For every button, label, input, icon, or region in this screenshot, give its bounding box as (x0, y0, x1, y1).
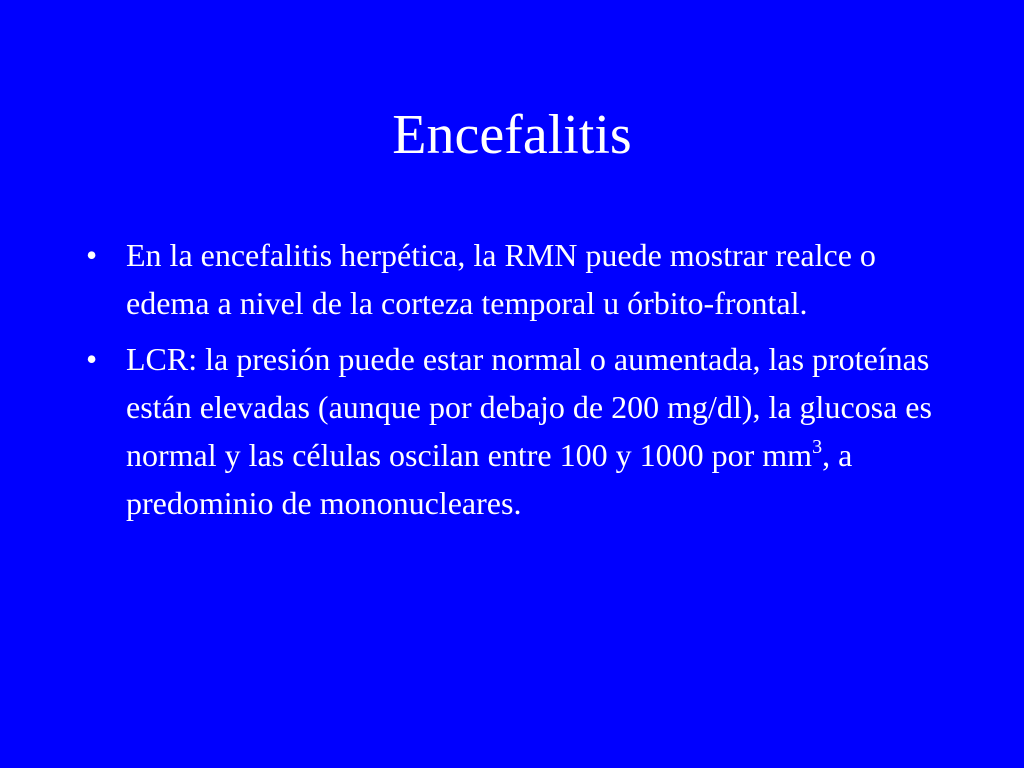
bullet-text: En la encefalitis herpética, la RMN puede mostrar realce o edema a nivel de la corteza temporal u órbito-frontal. (126, 237, 876, 321)
bullet-text: LCR: la presión puede estar normal o aumentada, las proteínas están elevadas (aunque por debajo de 200 mg/dl), la glucosa es normal y las células oscilan entre 100 y 1000 por mm (126, 341, 932, 473)
bullet-item-encefalitis-herpetica (80, 231, 960, 327)
bullet-icon: • (86, 341, 98, 377)
bullet-list (80, 231, 960, 535)
bullet-icon: • (86, 237, 98, 273)
bullet-text-continuation: , a predominio de mononucleares. (126, 437, 853, 521)
superscript-exponent: 3 (812, 436, 823, 458)
bullet-item-lcr (80, 335, 960, 527)
slide-title: Encefalitis (392, 104, 632, 166)
